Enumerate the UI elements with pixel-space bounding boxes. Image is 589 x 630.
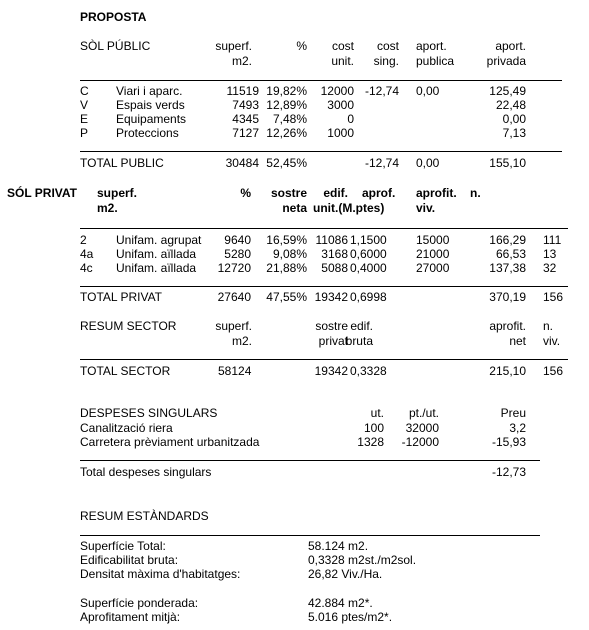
- row-value: 137,38: [489, 261, 526, 275]
- row-cost-sing: -12,74: [364, 84, 399, 98]
- row-pct: 7,48%: [272, 112, 307, 126]
- row-preu: 3,2: [509, 421, 526, 435]
- total-pct: 52,45%: [266, 156, 307, 170]
- standard-value: 26,82 Viv./Ha.: [308, 567, 383, 581]
- total-sostre: 19342: [314, 364, 348, 378]
- row-cost-unit: 1000: [327, 126, 354, 140]
- section-title-public: SÒL PÚBLIC: [80, 39, 151, 53]
- header-edif: edif.: [350, 319, 373, 333]
- header-viv: viv.: [543, 334, 561, 348]
- header-pt-ut: pt./ut.: [408, 406, 439, 420]
- header-n: n.: [470, 186, 481, 200]
- row-name: Proteccions: [116, 126, 179, 140]
- row-value: 66,53: [495, 247, 526, 261]
- row-name: Unifam. agrupat: [116, 233, 202, 247]
- row-aprof: 21000: [416, 247, 450, 261]
- header-sostre: sostre: [270, 186, 307, 200]
- total-cost-sing: -12,74: [364, 156, 399, 170]
- row-n: 13: [543, 247, 557, 261]
- row-code: P: [80, 126, 89, 140]
- row-pct: 12,26%: [266, 126, 307, 140]
- row-aport-pub: 0,00: [416, 84, 440, 98]
- divider: [80, 80, 562, 81]
- total-n: 156: [543, 364, 564, 378]
- row-aport-priv: 125,49: [489, 84, 526, 98]
- row-sostre: 11086: [315, 233, 348, 247]
- row-name: Canalització riera: [80, 421, 173, 435]
- header-ut: ut.: [370, 406, 384, 420]
- row-pct: 16,59%: [266, 233, 307, 247]
- header-pct: %: [240, 186, 251, 200]
- row-aport-priv: 7,13: [502, 126, 526, 140]
- row-value: 166,29: [489, 233, 526, 247]
- header-privat: privat: [318, 334, 348, 348]
- total-label: Total despeses singulars: [80, 465, 212, 479]
- row-superf: 9640: [224, 233, 251, 247]
- divider: [80, 228, 568, 229]
- row-code: E: [80, 112, 89, 126]
- row-n: 32: [543, 261, 557, 275]
- header-aprofit: aprofit.: [416, 186, 457, 200]
- divider: [80, 359, 568, 360]
- header-m2: m2.: [231, 334, 252, 348]
- total-value: 370,19: [489, 290, 526, 304]
- header-edif: edif.: [323, 186, 348, 200]
- row-preu: -15,93: [491, 435, 526, 449]
- header-cost-sing: cost: [376, 39, 399, 53]
- row-aport-priv: 0,00: [502, 112, 526, 126]
- row-name: Espais verds: [116, 98, 185, 112]
- row-code: V: [80, 98, 89, 112]
- header-unit-mptes: unit.(M.ptes): [313, 201, 385, 215]
- total-label: TOTAL PRIVAT: [80, 290, 163, 304]
- total-aport-priv: 155,10: [489, 156, 526, 170]
- page-title: PROPOSTA: [80, 10, 147, 24]
- row-sostre: 3168: [321, 247, 348, 261]
- row-cost-unit: 3000: [327, 98, 354, 112]
- row-code: C: [80, 84, 89, 98]
- header-cost: cost: [331, 39, 354, 53]
- divider: [80, 535, 540, 536]
- total-preu: -12,73: [491, 465, 526, 479]
- standard-value: 0,3328 m2st./m2sol.: [308, 553, 417, 567]
- row-name: Unifam. aïllada: [116, 247, 197, 261]
- row-code: 4a: [80, 247, 94, 261]
- row-superf: 4345: [232, 112, 259, 126]
- header-preu: Preu: [500, 406, 526, 420]
- row-superf: 7493: [232, 98, 259, 112]
- total-superf: 27640: [217, 290, 251, 304]
- header-sostre: sostre: [315, 319, 348, 333]
- total-aport-pub: 0,00: [416, 156, 440, 170]
- row-sostre: 5088: [321, 261, 348, 275]
- row-code: 2: [80, 233, 87, 247]
- header-m2: m2.: [231, 54, 252, 68]
- row-n: 111: [543, 233, 562, 247]
- header-net: net: [509, 334, 526, 348]
- total-aprofit: 215,10: [489, 364, 526, 378]
- section-title-privat: SÓL PRIVAT: [7, 186, 78, 200]
- total-superf: 30484: [225, 156, 259, 170]
- row-code: 4c: [80, 261, 93, 275]
- header-aprof: aprof.: [362, 186, 396, 200]
- row-superf: 11519: [226, 84, 259, 98]
- header-privada: privada: [486, 54, 526, 68]
- standard-label: Densitat màxima d'habitatges:: [80, 567, 241, 581]
- row-aprof: 27000: [416, 261, 450, 275]
- header-n: n.: [543, 319, 554, 333]
- header-m2: m2.: [97, 201, 118, 215]
- row-aport-priv: 22,48: [495, 98, 526, 112]
- header-aport-pub: aport.: [416, 39, 447, 53]
- total-edif: 0,3328: [350, 364, 387, 378]
- row-superf: 5280: [224, 247, 251, 261]
- total-label: TOTAL PUBLIC: [80, 156, 164, 170]
- row-edif: 1,1500: [350, 233, 387, 247]
- total-pct: 47,55%: [266, 290, 307, 304]
- header-publica: publica: [416, 54, 455, 68]
- header-superf: superf.: [97, 186, 138, 200]
- total-label: TOTAL SECTOR: [80, 364, 171, 378]
- section-title-estandards: RESUM ESTÀNDARDS: [80, 509, 209, 523]
- header-pct: %: [296, 39, 307, 53]
- header-superf: superf.: [215, 319, 252, 333]
- standard-value: 42.884 m2*.: [308, 596, 373, 610]
- row-name: Viari i aparc.: [116, 84, 183, 98]
- row-ut: 100: [363, 421, 384, 435]
- row-name: Equipaments: [116, 112, 187, 126]
- row-name: Carretera prèviament urbanitzada: [80, 435, 260, 449]
- standard-label: Superfície Total:: [80, 539, 166, 553]
- row-pt: 32000: [405, 421, 439, 435]
- row-pct: 19,82%: [266, 84, 307, 98]
- header-viv: viv.: [416, 201, 436, 215]
- header-aprofit: aprofit.: [489, 319, 526, 333]
- row-superf: 12720: [217, 261, 251, 275]
- section-title-resum-sector: RESUM SECTOR: [80, 319, 177, 333]
- row-pct: 12,89%: [266, 98, 307, 112]
- row-cost-unit: 0: [347, 112, 354, 126]
- header-sing: sing.: [373, 54, 399, 68]
- header-neta: neta: [282, 201, 307, 215]
- row-name: Unifam. aïllada: [116, 261, 197, 275]
- standard-label: Edificabilitat bruta:: [80, 553, 179, 567]
- row-aprof: 15000: [416, 233, 450, 247]
- header-bruta: bruta: [345, 334, 373, 348]
- row-pt: -12000: [401, 435, 439, 449]
- row-superf: 7127: [232, 126, 259, 140]
- standard-value: 5.016 ptes/m2*.: [308, 610, 393, 624]
- standard-value: 58.124 m2.: [308, 539, 369, 553]
- divider: [80, 286, 568, 287]
- header-unit: unit.: [331, 54, 354, 68]
- header-aport-priv: aport.: [495, 39, 526, 53]
- total-n: 156: [543, 290, 564, 304]
- total-edif: 0,6998: [350, 290, 387, 304]
- total-superf: 58124: [218, 364, 252, 378]
- divider: [80, 151, 562, 152]
- row-pct: 9,08%: [272, 247, 307, 261]
- divider: [80, 460, 540, 461]
- row-cost-unit: 12000: [320, 84, 354, 98]
- row-pct: 21,88%: [266, 261, 307, 275]
- row-edif: 0,6000: [350, 247, 387, 261]
- row-ut: 1328: [357, 435, 384, 449]
- total-sostre: 19342: [314, 290, 348, 304]
- row-edif: 0,4000: [350, 261, 387, 275]
- standard-label: Aprofitament mitjà:: [80, 610, 181, 624]
- section-title-despeses: DESPESES SINGULARS: [80, 406, 218, 420]
- standard-label: Superfície ponderada:: [80, 596, 199, 610]
- header-superf: superf.: [215, 39, 252, 53]
